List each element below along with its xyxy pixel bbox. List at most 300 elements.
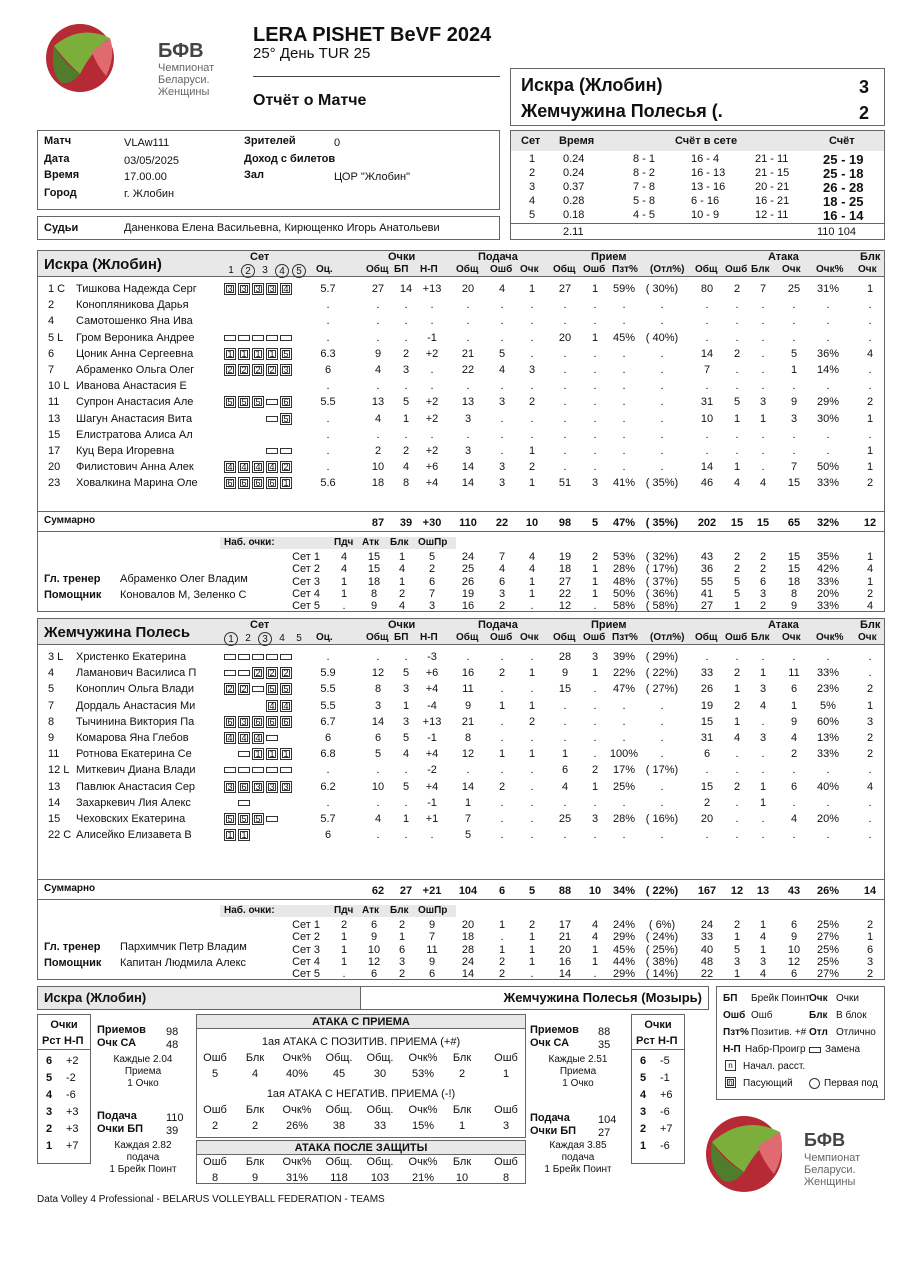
set-row-cell: 8 xyxy=(790,587,798,600)
stat-cell: . xyxy=(593,299,597,312)
stat-cell: 8 xyxy=(374,683,382,696)
summary-cell: +21 xyxy=(422,885,442,897)
report-heading: Отчёт о Матче xyxy=(253,92,367,109)
subheader: Оц. xyxy=(316,632,333,643)
score-team1-sets: 3 xyxy=(859,77,870,97)
hall-value: ЦОР "Жлобин" xyxy=(334,171,410,183)
stat-cell: . xyxy=(593,445,597,457)
stat-cell: 14 xyxy=(700,347,714,360)
subheader: Очк xyxy=(858,632,877,643)
stat-cell: ( 35%) xyxy=(645,477,679,490)
set-row-label: Сет 5 xyxy=(292,600,320,613)
rotation-value: +7 xyxy=(66,1140,79,1152)
substitution-mark xyxy=(266,767,278,773)
stat-cell: . xyxy=(792,764,796,777)
stat-cell: +4 xyxy=(425,780,439,793)
set-row-cell: 18 xyxy=(461,931,475,944)
ochsa-label-r: Очк СА xyxy=(530,1037,570,1049)
set-row-cell: 5 xyxy=(733,943,741,956)
summary-cell: 14 xyxy=(863,885,877,897)
stat-cell: . xyxy=(868,364,872,376)
stat-cell: . xyxy=(735,796,739,809)
set-row-cell: 1 xyxy=(340,575,348,588)
stat-cell: 1 xyxy=(733,715,741,728)
set-row-cell: 1 xyxy=(340,931,348,944)
stat-cell: . xyxy=(761,331,765,344)
stat-cell: . xyxy=(593,347,597,360)
stat-cell: . xyxy=(826,651,830,663)
stat-cell: 4 xyxy=(561,780,569,793)
substitution-mark xyxy=(224,767,236,773)
attack-cell: Ошб xyxy=(494,1156,518,1168)
rotation-box: 4 xyxy=(224,461,236,473)
stat-cell: . xyxy=(326,315,330,328)
player-number: 15 xyxy=(48,813,61,825)
player-number: 7 xyxy=(48,364,55,376)
set-row-label: Сет 2 xyxy=(292,563,320,576)
subheader: Н-П xyxy=(420,632,438,643)
stat-cell: . xyxy=(705,829,709,842)
set-cell: 12 - 11 xyxy=(755,209,789,221)
assistant-label: Помощник xyxy=(44,957,102,969)
set-row-cell: 6 xyxy=(428,575,436,588)
legend-key: Очк xyxy=(809,993,828,1004)
rotation-value: +6 xyxy=(660,1089,673,1101)
rotation-box: 1 xyxy=(238,348,250,360)
stat-cell: . xyxy=(404,315,408,328)
stat-cell: 7 xyxy=(790,461,798,474)
player-name: Абраменко Ольга Олег xyxy=(76,364,195,376)
attack-cell: Очк% xyxy=(282,1156,312,1168)
set-row-cell: 33% xyxy=(816,600,840,613)
stat-cell: . xyxy=(404,764,408,777)
sets-total-time: 2.11 xyxy=(563,226,584,238)
rotation-num: 2 xyxy=(640,1123,647,1135)
stat-cell: . xyxy=(563,299,567,312)
stat-cell: 60% xyxy=(816,715,840,728)
set-row-cell: 6 xyxy=(866,943,874,956)
set-row-cell: 1 xyxy=(733,968,741,981)
set-row-cell: 1 xyxy=(498,943,506,956)
set-cell: 7 - 8 xyxy=(633,181,656,193)
stat-cell: . xyxy=(735,380,739,393)
rotation-box: 6 xyxy=(280,716,292,728)
set-cell: 6 - 16 xyxy=(691,195,720,207)
bottom-team2: Жемчужина Полесья (Мозырь) xyxy=(503,990,702,1005)
set-row-cell: 1 xyxy=(340,943,348,956)
attack-cell: Очк% xyxy=(408,1052,438,1064)
stat-cell: 2 xyxy=(528,396,536,409)
stat-cell: 6 xyxy=(790,780,798,793)
stat-cell: . xyxy=(430,315,434,328)
subheader: БП xyxy=(394,632,409,643)
substitution-mark xyxy=(238,767,250,773)
rotation-box: 5 xyxy=(238,813,250,825)
summary-cell: ( 35%) xyxy=(645,517,679,529)
stat-cell: . xyxy=(466,299,470,312)
player-number: 20 xyxy=(48,461,61,474)
set-cell: 4 xyxy=(529,195,536,207)
attack-cell: Общ. xyxy=(325,1104,353,1116)
summary-cell: 5 xyxy=(591,517,599,529)
coach-label: Гл. тренер xyxy=(44,573,101,585)
rotation-box: 3 xyxy=(266,283,278,295)
substitution-mark xyxy=(266,335,278,341)
player-name: Филистович Анна Алек xyxy=(76,461,194,474)
set-row-cell: 1 xyxy=(591,563,599,576)
rotation-box: 3 xyxy=(224,283,236,295)
set-row-cell: 2 xyxy=(340,919,348,931)
player-number: 15 xyxy=(48,428,61,441)
pod-value-r: 104 xyxy=(598,1114,617,1126)
stat-cell: . xyxy=(466,651,470,663)
rotation-box: 2 xyxy=(266,364,278,376)
summary-cell: 34% xyxy=(612,885,636,897)
nab-col: Пдч xyxy=(334,905,354,916)
rotation-box: 5 xyxy=(252,396,264,408)
each-priem2-r: Приема xyxy=(559,1066,597,1077)
hall-label: Зал xyxy=(244,169,264,181)
stat-cell: 33% xyxy=(816,477,840,490)
stat-cell: 1 xyxy=(790,699,798,712)
rotation-box: 3 xyxy=(252,283,264,295)
stat-cell: 20% xyxy=(816,813,840,825)
set-number: 1 xyxy=(228,265,234,276)
set-row-cell: 21 xyxy=(558,931,572,944)
stat-cell: . xyxy=(826,829,830,842)
subheader: Оц. xyxy=(316,264,333,275)
stat-cell: 14 xyxy=(399,283,413,295)
player-number: 13 xyxy=(48,412,61,425)
attack-cell: Общ. xyxy=(325,1156,353,1168)
stat-cell: 9 xyxy=(464,699,472,712)
set-row-cell: 3 xyxy=(759,587,767,600)
player-number: 22 C xyxy=(48,829,72,842)
stat-cell: 2 xyxy=(528,461,536,474)
stat-cell: . xyxy=(530,428,534,441)
stat-cell: . xyxy=(622,412,626,425)
stat-cell: . xyxy=(868,299,872,312)
set-row-cell: 53% xyxy=(612,551,636,563)
rotation-rst: Рст xyxy=(636,1035,655,1047)
stat-cell: . xyxy=(530,683,534,696)
player-name: Алисейко Елизавета В xyxy=(76,829,192,842)
stat-cell: 3 xyxy=(591,651,599,663)
attack-cell: 2 xyxy=(458,1068,466,1080)
stat-cell: 12 xyxy=(461,748,475,761)
stat-cell: . xyxy=(500,732,504,744)
attack-cell: 31% xyxy=(285,1172,309,1184)
stat-cell: 3 xyxy=(759,683,767,696)
attack-cell: Общ. xyxy=(366,1052,394,1064)
set-row-cell: 18 xyxy=(558,563,572,576)
stat-cell: 2 xyxy=(733,699,741,712)
rotation-box: 6 xyxy=(238,781,250,793)
set-row-cell: 1 xyxy=(591,943,599,956)
pod-label: Подача xyxy=(97,1110,137,1122)
set-cell: 8 - 2 xyxy=(633,167,656,179)
stat-cell: 2 xyxy=(402,445,410,457)
set-cell: 10 - 9 xyxy=(691,209,720,221)
stat-cell: . xyxy=(761,715,765,728)
set-row-cell: 2 xyxy=(866,968,874,981)
substitution-mark xyxy=(252,686,264,692)
stat-cell: . xyxy=(376,829,380,842)
set-cell: 25 - 18 xyxy=(823,166,864,181)
subheader: Очк xyxy=(782,264,801,275)
set-row-cell: . xyxy=(342,968,346,981)
rotation-value: -6 xyxy=(66,1089,76,1101)
attack-cell: Очк% xyxy=(408,1156,438,1168)
rotation-box: 6 xyxy=(224,716,236,728)
set-row-cell: 1 xyxy=(398,551,406,563)
stat-cell: . xyxy=(563,380,567,393)
attack-cell: 38 xyxy=(332,1120,346,1132)
stat-cell: . xyxy=(530,315,534,328)
attack-cell: 26% xyxy=(285,1120,309,1132)
stat-cell: 6.8 xyxy=(320,748,336,761)
stat-cell: 28% xyxy=(612,813,636,825)
stat-cell: -1 xyxy=(427,732,437,744)
attack-cell: Общ. xyxy=(366,1156,394,1168)
stat-cell: . xyxy=(530,780,534,793)
nab-col: ОшПр xyxy=(418,537,448,548)
set-row-cell: 1 xyxy=(733,600,741,613)
subheader: Общ xyxy=(456,632,479,643)
set-row-cell: 2 xyxy=(759,563,767,576)
each-pod3: 1 Брейк Поинт xyxy=(109,1164,177,1175)
stat-cell: . xyxy=(660,347,664,360)
attack-cell: Ошб xyxy=(203,1104,227,1116)
rotation-divider xyxy=(38,1049,90,1050)
pos-title: 1ая АТАКА С ПОЗИТИВ. ПРИЕМА (+#) xyxy=(261,1036,461,1048)
player-name: Цоник Анна Сергеевна xyxy=(76,347,194,360)
set-row-cell: 3 xyxy=(498,587,506,600)
stat-cell: 5 xyxy=(733,396,741,409)
date-label: Дата xyxy=(44,153,70,165)
stat-cell: 2 xyxy=(866,396,874,409)
stat-cell: . xyxy=(326,428,330,441)
stat-cell: 12 xyxy=(371,667,385,680)
set-row-cell: . xyxy=(500,931,504,944)
stat-cell: . xyxy=(660,380,664,393)
set-row-cell: 6 xyxy=(370,919,378,931)
stat-cell: 2 xyxy=(591,764,599,777)
rotation-box: 4 xyxy=(252,461,264,473)
set-row-cell: 18 xyxy=(367,575,381,588)
stat-cell: . xyxy=(530,813,534,825)
stat-cell: +2 xyxy=(425,445,439,457)
stat-cell: . xyxy=(705,445,709,457)
player-number: 11 xyxy=(48,748,60,761)
stat-cell: 3 xyxy=(402,715,410,728)
ataka-header: Атака xyxy=(768,619,799,631)
rotation-box: 2 xyxy=(266,667,278,679)
bottom-teams xyxy=(37,986,709,1010)
stat-cell: . xyxy=(735,331,739,344)
stat-cell: . xyxy=(792,428,796,441)
set-cell: 26 - 28 xyxy=(823,180,864,195)
stat-cell: . xyxy=(735,829,739,842)
stat-cell: +13 xyxy=(422,715,442,728)
set-row-cell: 5 xyxy=(733,575,741,588)
set-row-cell: 3 xyxy=(733,955,741,968)
stat-cell: . xyxy=(826,796,830,809)
set-row-cell: 6 xyxy=(498,575,506,588)
player-name: Самотошенко Яна Ива xyxy=(76,315,193,328)
set-row-cell: 27% xyxy=(816,968,840,981)
summary-divider-bottom xyxy=(38,531,884,532)
player-name: Иванова Анастасия Е xyxy=(76,380,187,393)
stat-cell: . xyxy=(563,396,567,409)
stat-cell: 1 xyxy=(733,461,741,474)
stat-cell: 27 xyxy=(558,283,572,295)
stat-cell: 3 xyxy=(591,813,599,825)
stat-cell: . xyxy=(500,683,504,696)
attack-cell: Общ. xyxy=(366,1104,394,1116)
stat-cell: 7 xyxy=(464,813,472,825)
stat-cell: 31 xyxy=(700,732,714,744)
set-row-cell: 1 xyxy=(733,931,741,944)
stat-cell: 3 xyxy=(759,396,767,409)
stat-cell: . xyxy=(376,380,380,393)
attack-cell: 40% xyxy=(285,1068,309,1080)
stat-cell: . xyxy=(622,445,626,457)
stat-cell: 3 xyxy=(528,364,536,376)
subheader: Общ xyxy=(553,632,576,643)
rotation-num: 1 xyxy=(640,1140,647,1152)
stat-cell: 2 xyxy=(866,732,874,744)
stat-cell: 4 xyxy=(733,732,741,744)
rotation-box: 5 xyxy=(280,413,292,425)
set-row-cell: 24 xyxy=(461,551,475,563)
legend-key: Н-П xyxy=(723,1044,741,1055)
set-cell: 5 - 8 xyxy=(633,195,656,207)
blk-header: Блк xyxy=(860,619,881,631)
stat-cell: ( 40%) xyxy=(645,331,679,344)
set-row-cell: 2 xyxy=(428,563,436,576)
stat-cell: . xyxy=(735,445,739,457)
set-cell: 21 - 15 xyxy=(755,167,790,179)
stat-cell: . xyxy=(622,347,626,360)
stat-cell: 27 xyxy=(371,283,385,295)
stat-cell: . xyxy=(376,315,380,328)
legend-text: Брейк Поинт xyxy=(751,993,810,1004)
stat-cell: 50% xyxy=(816,461,840,474)
stat-cell: . xyxy=(660,780,664,793)
stat-cell: 3 xyxy=(464,445,472,457)
stat-cell: . xyxy=(563,364,567,376)
stat-cell: . xyxy=(500,299,504,312)
summary-cell: ( 22%) xyxy=(645,885,679,897)
stat-cell: . xyxy=(622,380,626,393)
set-row-cell: 12 xyxy=(787,955,801,968)
set-row-cell: 9 xyxy=(790,931,798,944)
stat-cell: 22% xyxy=(612,667,636,680)
stat-cell: . xyxy=(792,315,796,328)
stat-cell: 2 xyxy=(498,780,506,793)
set-row-cell: 9 xyxy=(370,600,378,613)
stat-cell: 1 xyxy=(591,780,599,793)
stat-cell: 4 xyxy=(374,412,382,425)
stat-cell: . xyxy=(500,651,504,663)
stat-cell: 13% xyxy=(816,732,840,744)
summary-cell: 12 xyxy=(863,517,877,529)
stat-cell: . xyxy=(326,412,330,425)
set-row-cell: 35% xyxy=(816,551,840,563)
stat-cell: 25 xyxy=(787,283,801,295)
stat-cell: . xyxy=(826,764,830,777)
stat-cell: 26 xyxy=(700,683,714,696)
attack-cell: 2 xyxy=(211,1120,219,1132)
player-name: Тычинина Виктория Па xyxy=(76,715,195,728)
stat-cell: . xyxy=(500,428,504,441)
set-row-cell: 14 xyxy=(461,968,475,981)
set-row-cell: 33% xyxy=(816,575,840,588)
stat-cell: . xyxy=(792,651,796,663)
stat-cell: 1 xyxy=(790,364,798,376)
stat-cell: 16 xyxy=(461,667,475,680)
rotation-box: 3 xyxy=(224,781,236,793)
stat-cell: . xyxy=(376,299,380,312)
ochki-header: Очки xyxy=(388,251,416,263)
set-row-cell: 1 xyxy=(591,955,599,968)
attack-cell: 2 xyxy=(251,1120,259,1132)
stat-cell: +2 xyxy=(425,347,439,360)
stat-cell: . xyxy=(593,396,597,409)
stat-cell: . xyxy=(563,412,567,425)
stat-cell: . xyxy=(466,331,470,344)
team-name: Искра (Жлобин) xyxy=(44,256,162,273)
stat-cell: 3 xyxy=(464,412,472,425)
set-row-cell: 4 xyxy=(759,968,767,981)
player-name: Шагун Анастасия Вита xyxy=(76,412,193,425)
attack-cell: 5 xyxy=(211,1068,219,1080)
set-number: 4 xyxy=(279,633,285,644)
stat-cell: 11 xyxy=(788,667,800,680)
stat-cell: . xyxy=(622,428,626,441)
stat-cell: . xyxy=(660,445,664,457)
set-row-cell: ( 14%) xyxy=(645,968,679,981)
set-row-cell: 1 xyxy=(528,931,536,944)
attack-cell: Очк% xyxy=(282,1104,312,1116)
summary-cell: 47% xyxy=(612,517,636,529)
stat-cell: . xyxy=(735,813,739,825)
stat-cell: ( 22%) xyxy=(645,667,679,680)
stat-cell: . xyxy=(530,796,534,809)
team1-stats xyxy=(37,250,885,612)
set-row-cell: 4 xyxy=(340,563,348,576)
rotation-box: 6 xyxy=(252,477,264,489)
legend-key: Пзт% xyxy=(723,1027,749,1038)
attack-cell: 45 xyxy=(332,1068,346,1080)
stat-cell: . xyxy=(593,699,597,712)
logo-line1: Чемпионат xyxy=(158,62,215,74)
stat-cell: 7 xyxy=(703,364,711,376)
summary-cell: 5 xyxy=(528,885,536,897)
player-number: 14 xyxy=(48,796,61,809)
score-team2-sets: 2 xyxy=(859,103,870,123)
stat-cell: +2 xyxy=(425,412,439,425)
substitution-mark xyxy=(280,448,292,454)
stat-cell: 20 xyxy=(700,813,714,825)
stat-cell: 1 xyxy=(402,813,410,825)
rotation-value: +3 xyxy=(66,1106,79,1118)
substitution-mark xyxy=(224,654,236,660)
stat-cell: . xyxy=(500,380,504,393)
player-number: 7 xyxy=(48,699,55,712)
stat-cell: 2 xyxy=(733,780,741,793)
